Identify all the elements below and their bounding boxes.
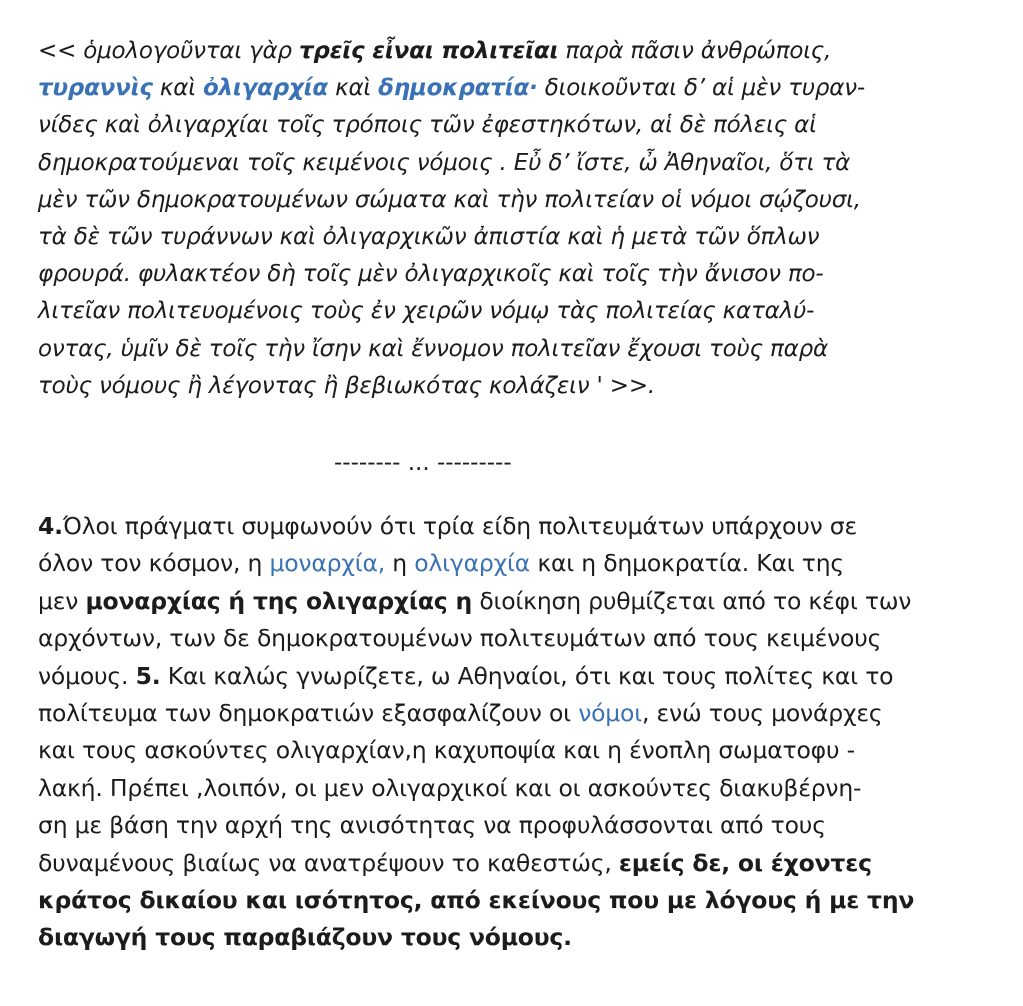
modern-text: δυναμένους βιαίως να ανατρέψουν το καθεστώς, — [38, 848, 619, 877]
modern-line-12: διαγωγή τους παραβιάζουν τους νόμους. — [38, 923, 572, 952]
modern-term-oligarchy: ολιγαρχία — [414, 549, 531, 578]
modern-term-laws: νόμοι — [578, 698, 642, 727]
ancient-line-7: φρουρά. φυλακτέον δὴ τοῖς μὲν ὀλιγαρχικοῖς καὶ τοῖς τὴν ἄνισον πο- — [38, 261, 824, 288]
modern-bold-phrase: μοναρχίας ή της ολιγαρχίας η — [85, 586, 473, 615]
modern-text: διοίκηση ρυθμίζεται από το κέφι των — [472, 586, 912, 615]
ancient-line-5: μὲν τῶν δημοκρατουμένων σώματα καὶ τὴν πολιτείαν οἱ νόμοι σῴζουσι, — [38, 186, 861, 213]
modern-line-4: αρχόντων, των δε δημοκρατουμένων πολιτευμάτων από τους κειμένους — [38, 624, 882, 653]
modern-line-10 — [38, 845, 1008, 882]
modern-line-9: ση με βάση την αρχή της ανισότητας να προφυλάσσονται από τους — [38, 811, 826, 840]
ancient-line-3: νίδες καὶ ὀλιγαρχίαι τοῖς τρόποις τῶν ἐφεστηκότων, αἱ δὲ πόλεις αἱ — [38, 112, 817, 139]
modern-text: Και καλώς γνωρίζετε, ω Αθηναίοι, ότι και τους πολίτες και το — [160, 661, 894, 690]
ancient-line-10: τοὺς νόμους ἢ λέγοντας ἢ βεβιωκότας κολάζειν ' >>. — [38, 372, 655, 399]
modern-text: , ενώ τους μονάρχες — [642, 698, 883, 727]
ancient-term-democracy: δημοκρατία· — [378, 75, 538, 102]
modern-line-3 — [38, 583, 1008, 620]
modern-text: μεν — [38, 586, 86, 615]
ancient-text: << ὁμολογοῦνται γὰρ — [38, 38, 299, 64]
modern-line-8: λακή. Πρέπει ,λοιπόν, οι μεν ολιγαρχικοί και οι ασκούντες διακυβέρνη- — [38, 773, 862, 802]
modern-line-1 — [38, 508, 1008, 545]
ancient-line-4: δημοκρατούμεναι τοῖς κειμένοις νόμοις . Εὖ δ’ ἴστε, ὦ Ἀθηναῖοι, ὅτι τὰ — [38, 149, 851, 176]
modern-text: νόμους. — [38, 661, 136, 690]
paragraph-number-5: 5. — [135, 661, 161, 690]
modern-line-2 — [38, 545, 1008, 582]
ancient-term-tyranny: τυραννὶς — [38, 75, 153, 102]
ancient-line-6: τὰ δὲ τῶν τυράννων καὶ ὀλιγαρχικῶν ἀπιστία καὶ ἡ μετὰ τῶν ὅπλων — [38, 223, 820, 250]
modern-text: η — [385, 549, 415, 578]
modern-line-7: και τους ασκούντες ολιγαρχίαν,η καχυποψία και η ένοπλη σωματοφυ - — [38, 736, 855, 765]
ancient-text: καὶ — [328, 75, 379, 102]
modern-greek-translation — [38, 508, 1008, 957]
paragraph-number-4: 4. — [38, 512, 63, 540]
ancient-text: παρὰ πᾶσιν ἀνθρώποις, — [558, 38, 832, 64]
modern-text: πολίτευμα των δημοκρατιών εξασφαλίζουν οι — [38, 698, 579, 727]
ancient-bold-phrase: τρεῖς εἶναι πολιτεῖαι — [298, 38, 559, 64]
modern-term-monarchy: μοναρχία, — [269, 549, 386, 578]
ancient-line-1 — [38, 33, 998, 70]
ancient-line-8: λιτεῖαν πολιτευομένοις τοὺς ἐν χειρῶν νόμῳ τὰς πολιτείας καταλύ- — [38, 298, 815, 325]
modern-text: όλον τον κόσμον, η — [38, 549, 270, 578]
modern-text: Όλοι πράγματι συμφωνούν ότι τρία είδη πολιτευμάτων υπάρχουν σε — [62, 512, 858, 540]
ancient-greek-passage — [38, 33, 998, 405]
modern-line-5 — [38, 658, 1008, 695]
ancient-term-oligarchy: ὀλιγαρχία — [202, 75, 328, 102]
modern-line-6 — [38, 695, 1008, 732]
section-separator: -------- ... --------- — [334, 450, 512, 476]
modern-bold-phrase: εμείς δε, οι έχοντες — [618, 848, 872, 877]
ancient-text: καὶ — [152, 75, 203, 102]
modern-line-11: κράτος δικαίου και ισότητος, από εκείνους που με λόγους ή με την — [38, 885, 915, 914]
ancient-line-9: οντας, ὑμῖν δὲ τοῖς τὴν ἴσην καὶ ἔννομον πολιτεῖαν ἔχουσι τοὺς παρὰ — [38, 335, 829, 362]
ancient-line-2 — [38, 70, 998, 107]
modern-text: και η δημοκρατία. Και της — [530, 549, 844, 578]
ancient-text: διοικοῦνται δ’ αἱ μὲν τυραν- — [537, 75, 865, 102]
